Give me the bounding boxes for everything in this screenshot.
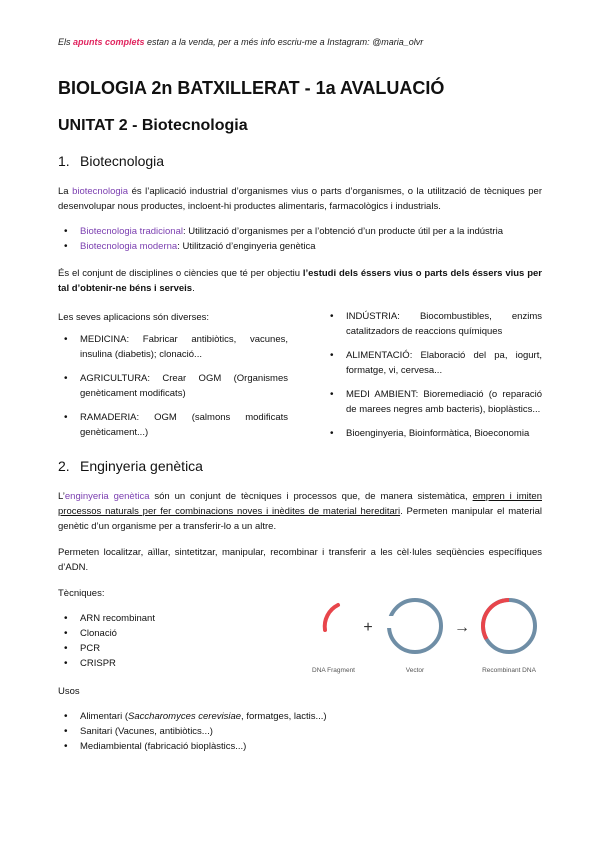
label-vector: Vector [405, 667, 425, 674]
term-enginyeria-genetica: enginyeria genètica [64, 491, 150, 502]
promo-suffix: estan a la venda, per a més info escriu-me a Instagram: @maria_olvr [144, 37, 424, 47]
type-term: Biotecnologia tradicional [80, 226, 183, 237]
list-item: • Bioenginyeria, Bioinformàtica, Bioeconomia [324, 426, 542, 441]
dna-fragment-arc [325, 605, 338, 630]
section2-heading-text: Enginyeria genètica [80, 458, 203, 474]
section2-heading [58, 458, 203, 474]
intro2-post: . Permeten manipular el material genètic d’un organisme per a transferir-lo a un altre. [58, 506, 542, 532]
vector-plasmid [389, 600, 441, 652]
list-item: • PCR [58, 641, 278, 656]
section1-heading-text: Biotecnologia [80, 153, 165, 169]
list-item [58, 224, 548, 239]
list-item: • RAMADERIA: OGM (salmons modificats genèticament...) [58, 410, 288, 440]
list-item [58, 739, 478, 754]
intro-pre: La [58, 186, 73, 197]
unit-title: UNITAT 2 - Biotecnologia [58, 117, 248, 134]
list-item: • MEDICINA: Fabricar antibiòtics, vacunes, insulina (diabetis); clonació... [58, 332, 288, 362]
intro2-pre: L’ [58, 491, 65, 502]
uses-list [58, 709, 478, 754]
section2-number: 2. [58, 458, 70, 474]
list-item: • ALIMENTACIÓ: Elaboració del pa, iogurt, formatge, vi, cervesa... [324, 348, 542, 378]
section1-definition [58, 266, 542, 296]
uses-label: Usos [58, 686, 80, 697]
label-dna-fragment: DNA Fragment [312, 667, 355, 674]
list-item [58, 239, 548, 254]
definition-bold: l’estudi dels éssers vius o parts dels éssers vius per tal d’obtenir-ne béns i serveis [58, 268, 542, 294]
list-item: • CRISPR [58, 656, 278, 671]
intro2-underlined: empren i imiten processos naturals per fer combinacions noves i inèdites de material hereditari [58, 491, 542, 517]
list-item: • INDÚSTRIA: Biocombustibles, enzims catalitzadors de reaccions químiques [324, 309, 542, 339]
applications-right-list [324, 309, 542, 450]
applications-intro: Les seves aplicacions són diverses: [58, 312, 210, 323]
promo-highlight: apunts complets [73, 37, 145, 47]
list-item: • AGRICULTURA: Crear OGM (Organismes genèticament modificats) [58, 371, 288, 401]
techniques-label: Tècniques: [58, 588, 105, 599]
list-item: • ARN recombinant [58, 611, 278, 626]
use-italic: Saccharomyces cerevisiae [128, 711, 242, 722]
recombinant-insert-arc [483, 600, 509, 639]
section1-heading [58, 153, 164, 169]
term-biotecnologia: biotecnologia [72, 186, 129, 197]
section2-intro [58, 489, 542, 534]
biotech-types-list [58, 224, 548, 254]
definition-post: . [192, 283, 195, 294]
applications-left-list [58, 332, 288, 449]
promo-prefix: Els [58, 37, 74, 47]
type-text: : Utilització d’enginyeria genètica [177, 241, 316, 252]
type-text: : Utilització d’organismes per a l’obtenció d’un producte útil per a la indústria [182, 226, 503, 237]
list-item: • MEDI AMBIENT: Bioremediació (o reparació de marees negres amb bacteris), bioplàstics... [324, 387, 542, 417]
section1-number: 1. [58, 153, 70, 169]
list-item [58, 724, 478, 739]
vector-gap [385, 616, 393, 628]
definition-pre: És el conjunt de disciplines o ciències que té per objectiu [58, 268, 303, 279]
type-term: Biotecnologia moderna [80, 241, 178, 252]
section1-intro [58, 184, 542, 214]
promo-note [58, 37, 423, 47]
use-text: Sanitari (Vacunes, antibiòtics...) [80, 726, 213, 737]
label-recombinant-dna: Recombinant DNA [482, 667, 536, 674]
intro-post: és l’aplicació industrial d’organismes vius o parts d’organismes, o la utilització de tècniques per desenvolupar nous productes, incloent-hi productes alimentaris, farmacològics i industrials. [58, 186, 542, 212]
document-title: BIOLOGIA 2n BATXILLERAT - 1a AVALUACIÓ [58, 78, 445, 98]
section2-para2: Permeten localitzar, aïllar, sintetitzar, manipular, recombinar i transferir a les cèl·lules seqüències específiques d’ADN. [58, 547, 542, 573]
use-text: Alimentari ( [80, 711, 129, 722]
recombinant-dna-diagram [310, 592, 550, 682]
use-text-post: , formatges, lactis...) [241, 711, 327, 722]
arrow-icon: → [454, 619, 470, 636]
plus-sign: + [363, 619, 373, 636]
use-text: Mediambiental (fabricació bioplàstics...) [80, 741, 247, 752]
intro2-mid: són un conjunt de tècniques i processos que, de manera sistemàtica, [149, 491, 473, 502]
techniques-list [58, 611, 278, 671]
list-item: • Clonació [58, 626, 278, 641]
list-item [58, 709, 478, 724]
